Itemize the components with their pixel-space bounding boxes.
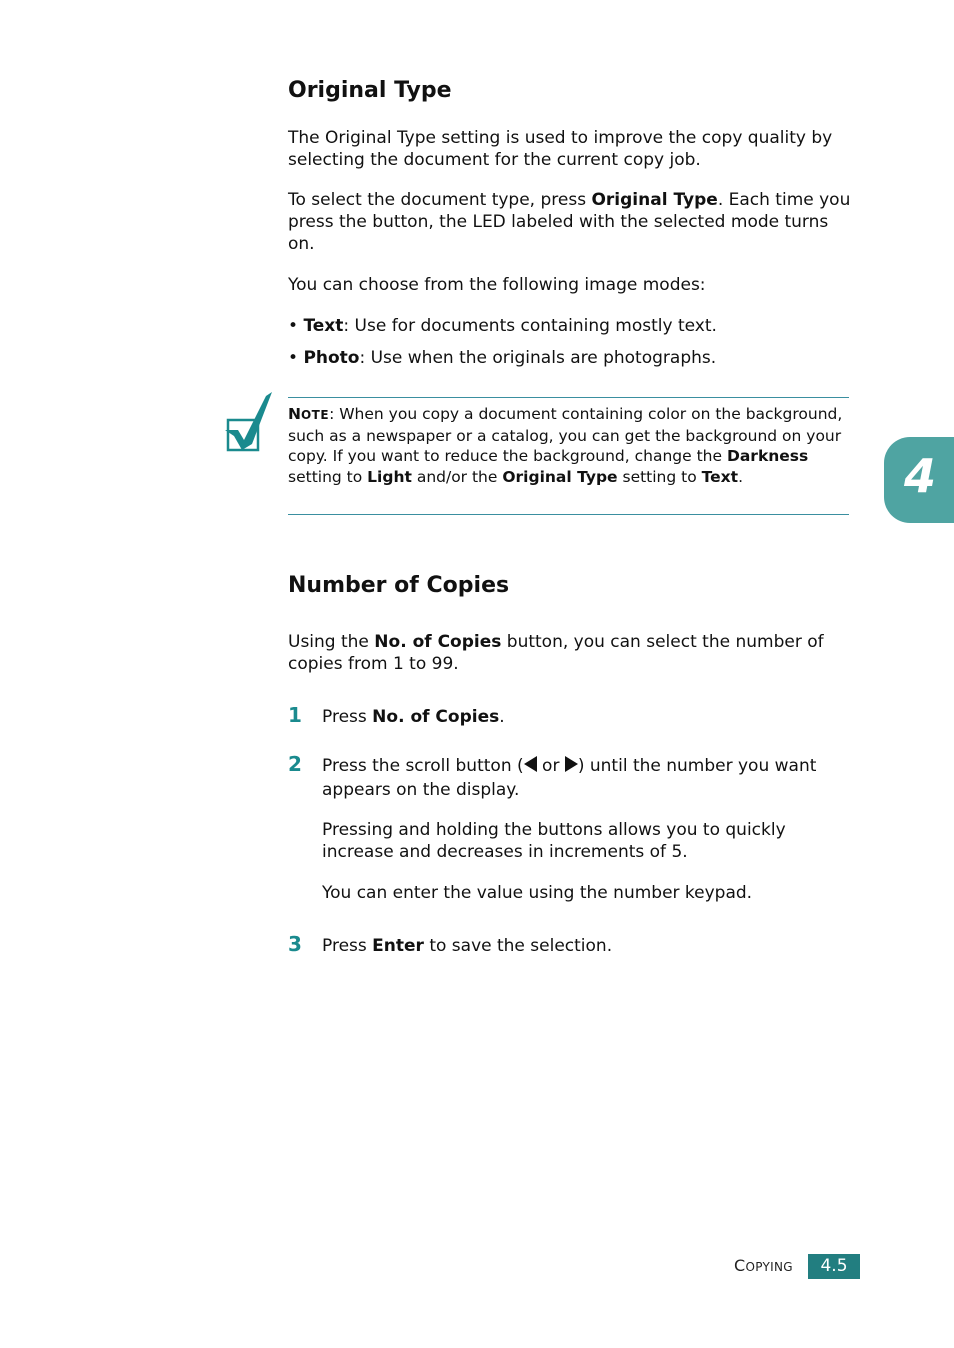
checkmark-icon <box>222 390 276 454</box>
list-item-text <box>288 315 853 337</box>
step-number: 2 <box>288 752 302 776</box>
bullet-term: Photo <box>303 348 360 368</box>
bold-term: No. of Copies <box>374 632 502 652</box>
note-label: NOTE <box>288 405 330 423</box>
chapter-number: 4 <box>904 449 937 503</box>
section-heading-original-type: Original Type <box>288 78 452 103</box>
step-2-text: Press the scroll button ( or ) until the number you want appears on the display. <box>322 756 817 800</box>
left-arrow-icon <box>524 756 537 772</box>
step-number: 1 <box>288 703 302 727</box>
footer-chapter-label: COPYING <box>734 1256 793 1275</box>
paragraph-copies-intro: Using the No. of Copies button, you can select the number of copies from 1 to 99. <box>288 632 824 674</box>
text-run: To select the document type, press <box>288 190 592 210</box>
chapter-tab <box>884 437 954 523</box>
bold-term: Original Type <box>591 190 718 210</box>
bullet-icon: • <box>288 348 299 368</box>
step-3-text: Press Enter to save the selection. <box>322 936 613 956</box>
bullet-desc: : Use for documents containing mostly text. <box>343 316 717 336</box>
note-box <box>288 397 849 515</box>
bullet-desc: : Use when the originals are photographs. <box>359 348 717 368</box>
page-number: 4.5 <box>808 1254 860 1279</box>
bullet-icon: • <box>288 316 299 336</box>
paragraph-intro: The Original Type setting is used to improve the copy quality by selecting the document for the current copy job. <box>288 128 833 170</box>
bullet-term: Text <box>303 316 344 336</box>
text-run: . Each time you press the button, the LED labeled with the selected mode turns on. <box>288 190 851 254</box>
step-2-detail-hold: Pressing and holding the buttons allows you to quickly increase and decreases in increments of 5. <box>322 820 786 862</box>
list-item-photo <box>288 347 853 369</box>
section-heading-number-of-copies: Number of Copies <box>288 573 510 598</box>
step-1-text: Press No. of Copies. <box>322 707 505 727</box>
step-number: 3 <box>288 932 302 956</box>
paragraph-modes: You can choose from the following image modes: <box>288 275 706 295</box>
paragraph-select <box>288 189 853 255</box>
step-2-detail-keypad: You can enter the value using the number keypad. <box>322 883 753 903</box>
note-text: NOTE: When you copy a document containing color on the background, such as a newspaper or a catalog, you can get the background on your copy. If you want to reduce the background, change the Darkness setting to Light and/or the Original Type setting to Text. <box>288 405 843 486</box>
right-arrow-icon <box>565 756 578 772</box>
